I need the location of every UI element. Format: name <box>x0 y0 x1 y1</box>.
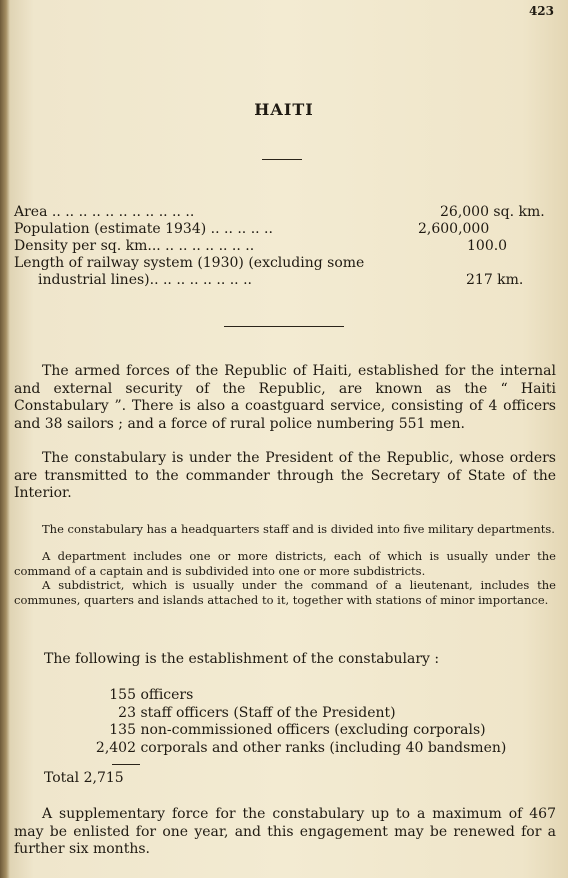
stat-value: 26,000 sq. km. <box>440 204 545 220</box>
paragraph-command-chain: The constabulary is under the President of the Republic, whose orders are transmitted to the commander through the Secretary of State of the Interior. <box>14 450 556 501</box>
paragraph-establishment-intro: The following is the establishment of the constabulary : <box>44 651 440 667</box>
title-divider <box>262 159 302 160</box>
stat-label: Density per sq. km... .. .. .. .. .. .. .. <box>14 238 255 254</box>
page-title: HAITI <box>254 100 314 119</box>
stat-value: 100.0 <box>467 238 508 254</box>
stat-label: Length of railway system (1930) (excluding some <box>14 255 365 271</box>
stat-row-railway <box>14 255 554 272</box>
paragraph-headquarters: The constabulary has a headquarters staff and is divided into five military departments. <box>42 522 555 536</box>
establishment-number: 2,402 <box>95 739 136 756</box>
establishment-row <box>86 705 506 723</box>
establishment-label: staff officers (Staff of the President) <box>140 704 396 721</box>
total-divider <box>112 764 140 765</box>
stat-value: 217 km. <box>466 272 524 288</box>
establishment-list <box>86 687 506 757</box>
establishment-number: 155 <box>109 687 136 703</box>
paragraph-subdistrict: A subdistrict, which is usually under the command of a lieutenant, includes the communes, quarters and islands attached to it, together with stations of minor importance. <box>14 578 556 607</box>
establishment-row <box>86 687 506 705</box>
establishment-label: corporals and other ranks (including 40 bandsmen) <box>140 739 507 756</box>
statistics-table <box>14 204 554 289</box>
establishment-number: 23 <box>118 704 136 721</box>
stat-label: industrial lines).. .. .. .. .. .. .. .. <box>38 272 252 288</box>
establishment-total: Total 2,715 <box>44 770 124 786</box>
stat-row-population <box>14 221 554 238</box>
establishment-label: non-commissioned officers (excluding corporals) <box>140 722 486 738</box>
paragraph-department: A department includes one or more districts, each of which is usually under the command of a captain and is subdivided into one or more subdistricts. <box>14 549 556 578</box>
paragraph-supplementary-force: A supplementary force for the constabulary up to a maximum of 467 may be enlisted for one year, and this engagement may be renewed for a further six months. <box>14 806 556 857</box>
establishment-number: 135 <box>109 722 136 738</box>
stat-row-area <box>14 204 554 221</box>
stat-label: Area .. .. .. .. .. .. .. .. .. .. .. <box>14 204 195 220</box>
stat-label: Population (estimate 1934) .. .. .. .. .. <box>14 221 273 237</box>
stat-value: 2,600,000 <box>418 221 490 237</box>
stat-row-railway-cont <box>14 272 554 289</box>
establishment-label: officers <box>140 687 194 703</box>
stat-row-density <box>14 238 554 255</box>
page-number: 423 <box>528 4 554 18</box>
paragraph-armed-forces: The armed forces of the Republic of Haiti, established for the internal and external security of the Republic, are known as the “ Haiti Constabulary ”. There is also a coastguard service, consisting of 4 officers and 38 sailors ; and a force of rural police numbering 551 men. <box>14 363 556 432</box>
establishment-row <box>86 740 506 758</box>
section-divider <box>224 326 344 327</box>
establishment-row <box>86 722 506 740</box>
page-binding-edge <box>0 0 10 878</box>
